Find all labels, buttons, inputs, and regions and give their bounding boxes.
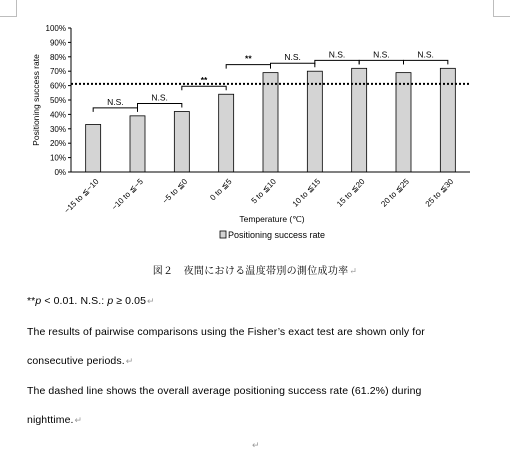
y-tick-label: 50% [49, 96, 66, 105]
bar [263, 73, 278, 172]
y-tick-label: 100% [45, 24, 66, 33]
legend [220, 230, 325, 240]
paragraph-mark: ↵ [125, 356, 134, 366]
note-p-symbol: p [107, 295, 114, 307]
bar [86, 124, 101, 172]
bar [396, 73, 411, 172]
paragraph-line [27, 414, 82, 426]
paragraph-mark: ↵ [147, 296, 155, 306]
bar [219, 94, 234, 172]
significance-bracket [138, 104, 182, 108]
paragraph-line [27, 326, 425, 338]
significance-label: N.S. [373, 49, 390, 60]
significance-label: N.S. [417, 49, 434, 60]
note-end: ≥ 0.05 [113, 295, 147, 307]
note-middle: < 0.01. N.S.: [41, 295, 108, 307]
significance-label: N.S. [284, 52, 301, 63]
significance-bracket [93, 108, 137, 112]
paragraph-text: nighttime. [27, 414, 74, 426]
x-tick-label: −10 to ≦−5 [109, 177, 145, 213]
y-tick-label: 0% [54, 168, 66, 177]
significance-bracket [359, 60, 403, 64]
y-tick-label: 10% [49, 153, 66, 163]
x-tick-label: 25 to ≦30 [423, 177, 456, 209]
y-tick-label: 20% [49, 139, 66, 149]
x-tick-label: −15 to ≦−10 [62, 177, 101, 216]
y-tick-label: 90% [49, 38, 66, 48]
significance-bracket [226, 65, 270, 69]
x-tick-label: 5 to ≦10 [249, 177, 278, 206]
caption-text: 図２ 夜間における温度帯別の測位成功率 [152, 266, 349, 277]
x-tick-label: 20 to ≦25 [379, 177, 411, 209]
paragraph-text: The dashed line shows the overall average positioning success rate (61.2%) during [27, 385, 422, 397]
significance-bracket [182, 86, 226, 90]
y-tick-label: 30% [49, 124, 66, 134]
bar [174, 112, 189, 172]
y-tick-label: 40% [49, 110, 66, 120]
note-p-symbol: p [35, 295, 42, 307]
significance-label: ** [245, 53, 252, 64]
significance-label: N.S. [151, 92, 168, 103]
paragraph-text: consecutive periods. [27, 355, 125, 367]
end-paragraph-mark: ↵ [252, 440, 260, 450]
y-tick-label: 70% [49, 67, 66, 77]
x-tick-label: 15 to ≦20 [335, 177, 367, 209]
x-axis-title: Temperature (℃) [239, 214, 305, 224]
y-axis-title: Positioning success rate [31, 54, 41, 146]
y-tick-label: 60% [49, 81, 66, 91]
significance-bracket [271, 63, 315, 67]
legend-label: Positioning success rate [228, 230, 326, 240]
y-tick-label: 80% [49, 52, 66, 62]
x-tick-label: 10 to ≦15 [290, 177, 323, 209]
paragraph-line [27, 355, 133, 367]
significance-label: N.S. [107, 96, 124, 107]
significance-bracket [404, 60, 448, 64]
bar [307, 71, 322, 172]
significance-bracket [315, 60, 359, 64]
significance-label: ** [200, 75, 208, 86]
x-tick-label: −5 to ≦0 [160, 177, 190, 206]
x-tick-label: 0 to ≦5 [208, 177, 234, 203]
significance-note [27, 295, 155, 307]
figure-caption [0, 262, 510, 277]
paragraph-line [27, 385, 422, 397]
legend-swatch [220, 231, 226, 238]
significance-label: N.S. [328, 49, 346, 60]
paragraph-mark: ↵ [74, 415, 83, 425]
bar [130, 116, 145, 172]
paragraph-text: The results of pairwise comparisons using the Fisher’s exact test are shown only for [27, 326, 425, 338]
paragraph-mark: ↵ [349, 267, 358, 277]
note-stars: ** [27, 295, 36, 307]
